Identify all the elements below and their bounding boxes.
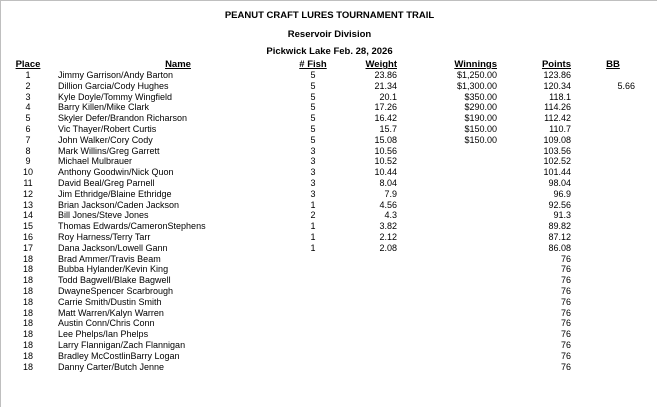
points-cell: 96.9	[553, 188, 571, 199]
fish-count-cell: 3	[310, 167, 316, 178]
division-title: Reservoir Division	[287, 29, 372, 40]
place-cell: 6	[25, 123, 31, 134]
name-cell: Todd Bagwell/Blake Bagwell	[58, 275, 171, 286]
place-cell: 18	[22, 329, 33, 340]
fish-count-cell: 1	[310, 231, 316, 242]
name-cell: Kyle Doyle/Tommy Wingfield	[58, 91, 173, 102]
name-cell: Barry Killen/Mike Clark	[58, 102, 150, 113]
place-cell: 3	[25, 91, 31, 102]
fish-count-cell: 2	[310, 210, 316, 221]
place-cell: 18	[22, 339, 33, 350]
table-row	[1, 232, 657, 243]
weight-cell: 2.08	[379, 242, 397, 253]
fish-count-cell: 1	[310, 242, 316, 253]
points-cell: 76	[560, 318, 571, 329]
table-row	[1, 308, 657, 319]
name-cell: John Walker/Cory Cody	[58, 134, 153, 145]
name-cell: Dillion Garcia/Cody Hughes	[58, 80, 169, 91]
name-cell: Bradley McCostlinBarry Logan	[58, 350, 180, 361]
name-cell: Carrie Smith/Dustin Smith	[58, 296, 162, 307]
name-cell: Larry Flannigan/Zach Flannigan	[58, 339, 186, 350]
place-cell: 5	[25, 113, 31, 124]
place-cell: 4	[25, 102, 31, 113]
name-cell: Matt Warren/Kalyn Warren	[58, 307, 164, 318]
place-cell: 18	[22, 307, 33, 318]
table-row	[1, 200, 657, 211]
fish-count-cell: 5	[310, 134, 316, 145]
table-row	[1, 146, 657, 157]
points-cell: 109.08	[543, 134, 571, 145]
name-cell: Danny Carter/Butch Jenne	[58, 361, 165, 372]
place-cell: 18	[22, 285, 33, 296]
winnings-cell: $1,300.00	[456, 80, 497, 91]
table-row	[1, 318, 657, 329]
column-header-place: Place	[15, 59, 41, 70]
name-cell: Jimmy Garrison/Andy Barton	[58, 70, 174, 80]
place-cell: 18	[22, 253, 33, 264]
name-cell: Bubba Hylander/Kevin King	[58, 264, 169, 275]
place-cell: 18	[22, 318, 33, 329]
table-row	[1, 221, 657, 232]
place-cell: 16	[22, 231, 33, 242]
fish-count-cell: 5	[310, 102, 316, 113]
place-cell: 18	[22, 296, 33, 307]
name-cell: Skyler Defer/Brandon Richarson	[58, 113, 188, 124]
winnings-cell: $290.00	[464, 102, 497, 113]
table-row	[1, 156, 657, 167]
column-header-big-bass: BB	[606, 59, 620, 70]
points-cell: 76	[560, 264, 571, 275]
fish-count-cell: 5	[310, 80, 316, 91]
table-row	[1, 275, 657, 286]
table-row	[1, 264, 657, 275]
winnings-cell: $150.00	[464, 134, 497, 145]
points-cell: 118.1	[549, 91, 571, 102]
winnings-cell: $350.00	[464, 91, 497, 102]
table-row	[1, 362, 657, 373]
place-cell: 17	[22, 242, 33, 253]
name-cell: Vic Thayer/Robert Curtis	[58, 123, 157, 134]
table-row	[1, 113, 657, 124]
name-cell: Jim Ethridge/Blaine Ethridge	[58, 188, 172, 199]
points-cell: 114.26	[544, 102, 571, 113]
table-row	[1, 351, 657, 362]
table-row	[1, 178, 657, 189]
fish-count-cell: 3	[310, 145, 316, 156]
name-cell: Lee Phelps/Ian Phelps	[58, 329, 149, 340]
name-cell: Anthony Goodwin/Nick Quon	[58, 167, 174, 178]
name-cell: Brian Jackson/Caden Jackson	[58, 199, 180, 210]
name-cell: Brad Ammer/Travis Beam	[58, 253, 161, 264]
points-cell: 76	[560, 329, 571, 340]
points-cell: 103.56	[543, 145, 571, 156]
place-cell: 18	[22, 350, 33, 361]
table-row	[1, 286, 657, 297]
fish-count-cell: 1	[310, 199, 316, 210]
table-row	[1, 124, 657, 135]
place-cell: 7	[25, 134, 31, 145]
table-row	[1, 167, 657, 178]
name-cell: Bill Jones/Steve Jones	[58, 210, 149, 221]
place-cell: 12	[22, 188, 33, 199]
weight-cell: 4.3	[384, 210, 397, 221]
table-row	[1, 329, 657, 340]
fish-count-cell: 5	[310, 113, 316, 124]
table-row	[1, 340, 657, 351]
weight-cell: 15.7	[379, 123, 397, 134]
table-row	[1, 243, 657, 254]
winnings-cell: $1,250.00	[456, 70, 497, 80]
fish-count-cell: 5	[310, 70, 316, 80]
table-row	[1, 189, 657, 200]
name-cell: Thomas Edwards/CameronStephens	[58, 221, 206, 232]
column-header-winnings: Winnings	[454, 59, 497, 70]
table-row	[1, 254, 657, 265]
fish-count-cell: 3	[310, 188, 316, 199]
points-cell: 101.44	[543, 167, 571, 178]
place-cell: 18	[22, 264, 33, 275]
place-cell: 8	[25, 145, 31, 156]
fish-count-cell: 3	[310, 177, 316, 188]
name-cell: Dana Jackson/Lowell Gann	[58, 242, 168, 253]
table-row	[1, 135, 657, 146]
table-row	[1, 297, 657, 308]
fish-count-cell: 5	[310, 123, 316, 134]
points-cell: 102.52	[543, 156, 571, 167]
place-cell: 18	[22, 361, 33, 372]
weight-cell: 10.52	[374, 156, 397, 167]
points-cell: 76	[560, 350, 571, 361]
weight-cell: 23.86	[374, 70, 397, 80]
results-table	[1, 70, 657, 372]
place-cell: 18	[22, 275, 33, 286]
points-cell: 89.82	[548, 221, 571, 232]
table-row	[1, 102, 657, 113]
weight-cell: 7.9	[384, 188, 397, 199]
name-cell: David Beal/Greg Parnell	[58, 177, 155, 188]
name-cell: Mark Willins/Greg Garrett	[58, 145, 160, 156]
fish-count-cell: 5	[310, 91, 316, 102]
place-cell: 15	[22, 221, 33, 232]
weight-cell: 10.56	[374, 145, 397, 156]
winnings-cell: $190.00	[464, 113, 497, 124]
weight-cell: 16.42	[374, 113, 397, 124]
points-cell: 76	[560, 307, 571, 318]
place-cell: 9	[25, 156, 31, 167]
weight-cell: 8.04	[379, 177, 397, 188]
weight-cell: 21.34	[374, 80, 397, 91]
weight-cell: 17.26	[374, 102, 397, 113]
points-cell: 92.56	[548, 199, 571, 210]
place-cell: 2	[25, 80, 31, 91]
name-cell: Michael Mulbrauer	[58, 156, 133, 167]
big-bass-cell: 5.66	[617, 80, 635, 91]
column-header-fish: # Fish	[299, 59, 327, 70]
table-row	[1, 210, 657, 221]
weight-cell: 3.82	[379, 221, 397, 232]
event-title: Pickwick Lake Feb. 28, 2026	[266, 46, 393, 57]
table-row	[1, 70, 657, 81]
tournament-title: PEANUT CRAFT LURES TOURNAMENT TRAIL	[224, 10, 435, 21]
points-cell: 76	[560, 339, 571, 350]
weight-cell: 15.08	[374, 134, 397, 145]
weight-cell: 10.44	[374, 167, 397, 178]
place-cell: 13	[22, 199, 33, 210]
table-row	[1, 81, 657, 92]
points-cell: 112.42	[544, 113, 571, 124]
place-cell: 10	[22, 167, 33, 178]
place-cell: 14	[22, 210, 33, 221]
place-cell: 1	[25, 70, 31, 80]
place-cell: 11	[23, 177, 33, 188]
points-cell: 91.3	[553, 210, 571, 221]
column-header-weight: Weight	[365, 59, 397, 70]
points-cell: 120.34	[543, 80, 571, 91]
fish-count-cell: 3	[310, 156, 316, 167]
points-cell: 76	[560, 361, 571, 372]
column-header-name: Name	[165, 59, 191, 70]
points-cell: 76	[560, 285, 571, 296]
winnings-cell: $150.00	[464, 123, 497, 134]
points-cell: 76	[560, 296, 571, 307]
points-cell: 110.7	[549, 123, 571, 134]
points-cell: 76	[560, 275, 571, 286]
fish-count-cell: 1	[310, 221, 316, 232]
points-cell: 86.08	[548, 242, 571, 253]
weight-cell: 20.1	[379, 91, 397, 102]
points-cell: 76	[560, 253, 571, 264]
name-cell: DwayneSpencer Scarbrough	[58, 285, 174, 296]
name-cell: Austin Conn/Chris Conn	[58, 318, 155, 329]
column-header-points: Points	[541, 59, 571, 70]
weight-cell: 4.56	[379, 199, 397, 210]
table-row	[1, 92, 657, 103]
points-cell: 98.04	[548, 177, 571, 188]
weight-cell: 2.12	[379, 231, 397, 242]
name-cell: Roy Harness/Terry Tarr	[58, 231, 151, 242]
points-cell: 87.12	[548, 231, 571, 242]
points-cell: 123.86	[543, 70, 571, 80]
